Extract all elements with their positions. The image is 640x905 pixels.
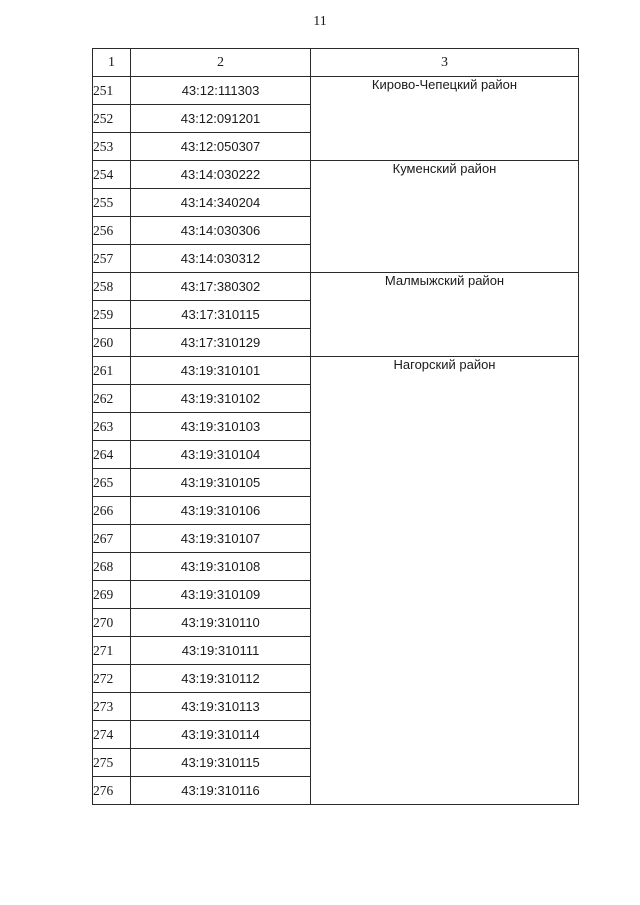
- row-number: 253: [93, 133, 131, 161]
- row-number: 270: [93, 609, 131, 637]
- table-row: [93, 161, 579, 189]
- cadastral-code: 43:19:310109: [131, 581, 311, 609]
- district-name: Нагорский район: [311, 357, 579, 805]
- row-number: 257: [93, 245, 131, 273]
- cadastral-code: 43:17:310115: [131, 301, 311, 329]
- cadastral-code: 43:14:030222: [131, 161, 311, 189]
- header-col-1: 1: [93, 49, 131, 77]
- cadastral-code: 43:19:310102: [131, 385, 311, 413]
- cadastral-code: 43:19:310113: [131, 693, 311, 721]
- district-name: Малмыжский район: [311, 273, 579, 357]
- row-number: 261: [93, 357, 131, 385]
- cadastral-code: 43:17:310129: [131, 329, 311, 357]
- row-number: 271: [93, 637, 131, 665]
- row-number: 269: [93, 581, 131, 609]
- cadastral-code: 43:17:380302: [131, 273, 311, 301]
- row-number: 268: [93, 553, 131, 581]
- row-number: 265: [93, 469, 131, 497]
- cadastral-code: 43:19:310101: [131, 357, 311, 385]
- row-number: 267: [93, 525, 131, 553]
- row-number: 263: [93, 413, 131, 441]
- table-header: [93, 49, 579, 77]
- row-number: 275: [93, 749, 131, 777]
- row-number: 255: [93, 189, 131, 217]
- cadastral-code: 43:19:310105: [131, 469, 311, 497]
- header-col-2: 2: [131, 49, 311, 77]
- cadastral-code: 43:14:340204: [131, 189, 311, 217]
- cadastral-code: 43:19:310104: [131, 441, 311, 469]
- table-body: [93, 77, 579, 805]
- row-number: 272: [93, 665, 131, 693]
- cadastral-code: 43:19:310110: [131, 609, 311, 637]
- row-number: 259: [93, 301, 131, 329]
- row-number: 256: [93, 217, 131, 245]
- cadastral-table: [92, 48, 579, 805]
- cadastral-code: 43:14:030306: [131, 217, 311, 245]
- row-number: 266: [93, 497, 131, 525]
- table-row: [93, 77, 579, 105]
- row-number: 276: [93, 777, 131, 805]
- cadastral-code: 43:19:310106: [131, 497, 311, 525]
- row-number: 264: [93, 441, 131, 469]
- cadastral-code: 43:19:310116: [131, 777, 311, 805]
- cadastral-code: 43:19:310112: [131, 665, 311, 693]
- cadastral-code: 43:12:091201: [131, 105, 311, 133]
- district-name: Кирово-Чепецкий район: [311, 77, 579, 161]
- cadastral-code: 43:14:030312: [131, 245, 311, 273]
- cadastral-code: 43:19:310107: [131, 525, 311, 553]
- cadastral-code: 43:19:310115: [131, 749, 311, 777]
- table-row: [93, 273, 579, 301]
- page-number: 11: [313, 14, 327, 29]
- cadastral-code: 43:19:310103: [131, 413, 311, 441]
- row-number: 251: [93, 77, 131, 105]
- header-col-3: 3: [311, 49, 579, 77]
- cadastral-code: 43:12:050307: [131, 133, 311, 161]
- row-number: 274: [93, 721, 131, 749]
- row-number: 273: [93, 693, 131, 721]
- row-number: 258: [93, 273, 131, 301]
- row-number: 262: [93, 385, 131, 413]
- district-name: Куменский район: [311, 161, 579, 273]
- cadastral-code: 43:19:310108: [131, 553, 311, 581]
- cadastral-code: 43:12:111303: [131, 77, 311, 105]
- cadastral-code: 43:19:310114: [131, 721, 311, 749]
- table-row: [93, 357, 579, 385]
- row-number: 260: [93, 329, 131, 357]
- header-row: [93, 49, 579, 77]
- cadastral-code: 43:19:310111: [131, 637, 311, 665]
- row-number: 252: [93, 105, 131, 133]
- row-number: 254: [93, 161, 131, 189]
